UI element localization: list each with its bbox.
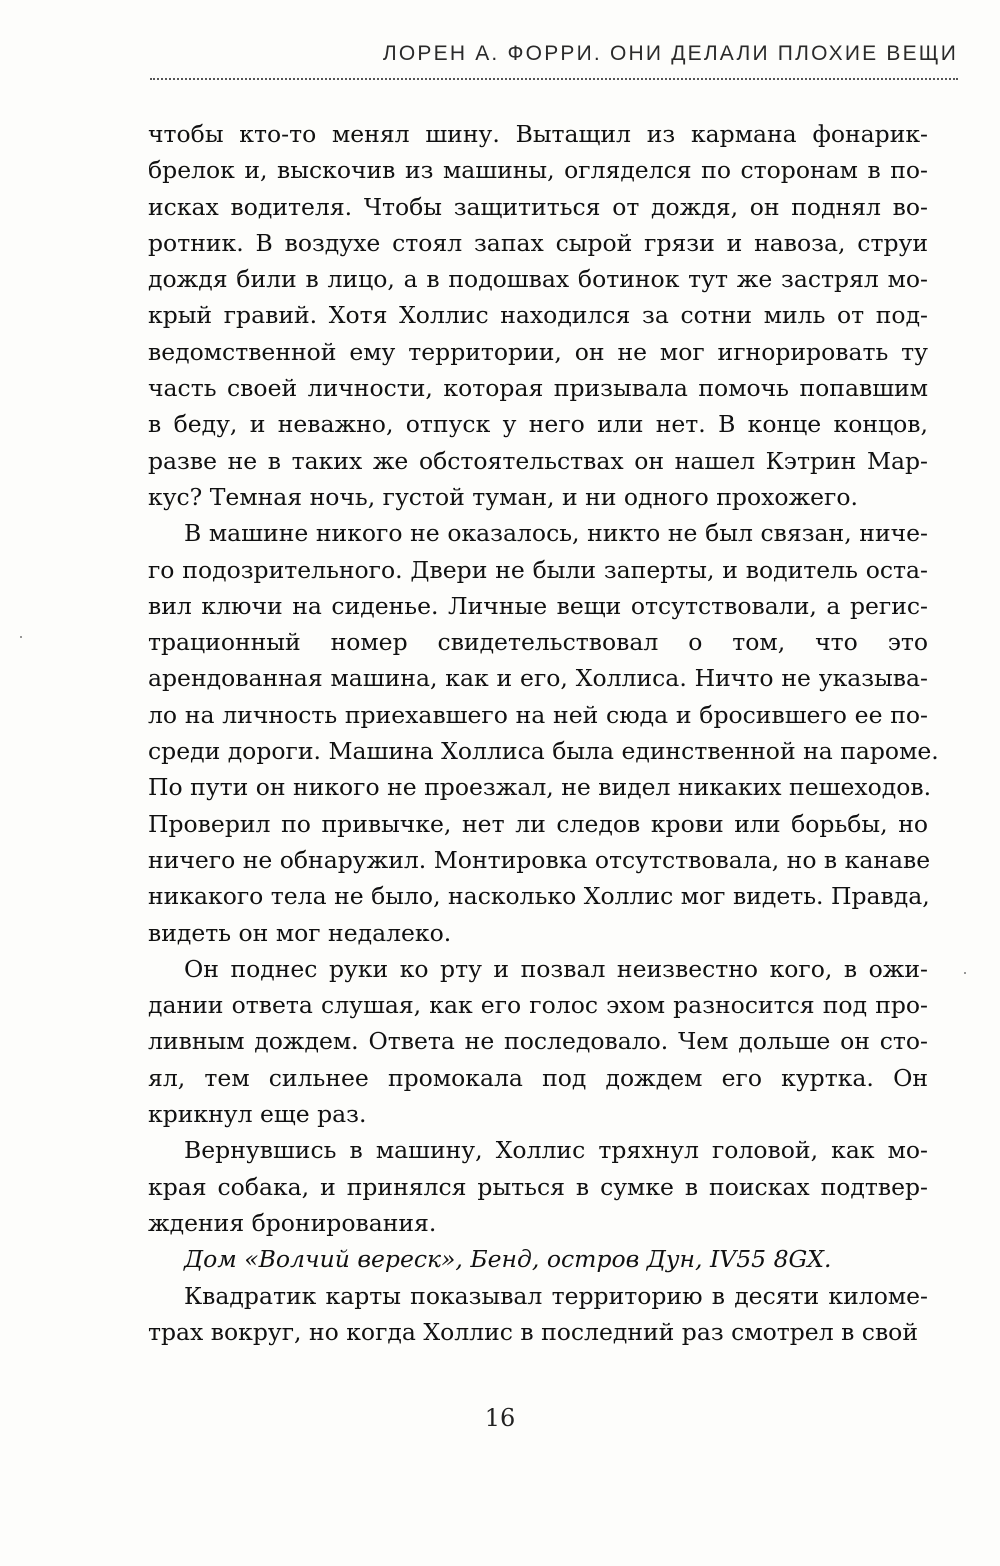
text-line: видеть он мог недалеко. — [148, 918, 452, 947]
text-line: никакого тела не было, насколько Холлис мог видеть. Правда, — [148, 882, 930, 911]
text-line: ливным дождем. Ответа не последовало. Чем дольше он сто- — [148, 1027, 928, 1056]
page-number: 16 — [484, 1404, 516, 1432]
text-line: исках водителя. Чтобы защититься от дождя, он поднял во- — [148, 192, 928, 221]
text-line: крикнул еще раз. — [148, 1100, 367, 1129]
text-line: Он поднес руки ко рту и позвал неизвестно кого, в ожи- — [184, 954, 928, 983]
text-line: ждения бронирования. — [148, 1208, 437, 1237]
paragraph — [148, 951, 928, 1132]
paragraph — [148, 1278, 928, 1351]
text-line: ло на личность приехавшего на ней сюда и бросившего ее по- — [148, 700, 928, 729]
text-line: ничего не обнаружил. Монтировка отсутствовала, но в канаве — [148, 845, 931, 874]
text-line: Вернувшись в машину, Холлис тряхнул головой, как мо- — [184, 1136, 928, 1165]
paragraph — [148, 116, 928, 515]
text-line: В машине никого не оказалось, никто не был связан, ниче- — [184, 519, 928, 548]
text-line: ял, тем сильнее промокала под дождем его куртка. Он — [148, 1063, 928, 1092]
text-line: края собака, и принялся рыться в сумке в поисках подтвер- — [148, 1172, 928, 1201]
header-divider — [150, 78, 958, 80]
text-line: Квадратик карты показывал территорию в десяти киломе- — [184, 1281, 928, 1310]
text-line: вил ключи на сиденье. Личные вещи отсутствовали, а регис- — [148, 591, 928, 620]
text-line: Дом «Волчий вереск», Бенд, остров Дун, IV55 8GX. — [184, 1245, 832, 1274]
text-line: По пути он никого не проезжал, не видел никаких пешеходов. — [148, 773, 932, 802]
text-line: трах вокруг, но когда Холлис в последний раз смотрел в свой — [148, 1317, 918, 1346]
text-line: в беду, и неважно, отпуск у него или нет. В конце концов, — [148, 410, 928, 439]
text-line: Проверил по привычке, нет ли следов крови или борьбы, но — [148, 809, 928, 838]
text-line: дании ответа слушая, как его голос эхом разносится под про- — [148, 991, 928, 1020]
text-line: ротник. В воздухе стоял запах сырой грязи и навоза, струи — [148, 228, 928, 257]
text-line: часть своей личности, которая призывала помочь попавшим — [148, 374, 928, 403]
text-line: арендованная машина, как и его, Холлиса. Ничто не указыва- — [148, 664, 928, 693]
scan-speck — [20, 636, 22, 638]
running-header: ЛОРЕН А. ФОРРИ. ОНИ ДЕЛАЛИ ПЛОХИЕ ВЕЩИ — [382, 42, 958, 65]
scan-speck — [964, 972, 966, 974]
paragraph — [148, 515, 939, 951]
paragraph — [148, 1132, 928, 1241]
text-line: разве не в таких же обстоятельствах он нашел Кэтрин Мар- — [148, 446, 928, 475]
text-line: кус? Темная ночь, густой туман, и ни одного прохожего. — [148, 482, 858, 511]
text-line: ведомственной ему территории, он не мог игнорировать ту — [148, 337, 928, 366]
text-line: чтобы кто-то менял шину. Вытащил из кармана фонарик- — [148, 120, 928, 148]
body-text — [148, 116, 939, 1350]
text-line: трационный номер свидетельствовал о том, что это — [148, 628, 928, 657]
text-line: дождя били в лицо, а в подошвах ботинок тут же застрял мо- — [148, 265, 928, 294]
text-line: среди дороги. Машина Холлиса была единственной на пароме. — [148, 737, 939, 766]
text-line: го подозрительного. Двери не были заперты, и водитель оста- — [148, 555, 928, 584]
text-line: брелок и, выскочив из машины, огляделся по сторонам в по- — [148, 156, 928, 185]
text-line: крый гравий. Хотя Холлис находился за сотни миль от под- — [148, 301, 928, 330]
paragraph — [148, 1241, 928, 1277]
